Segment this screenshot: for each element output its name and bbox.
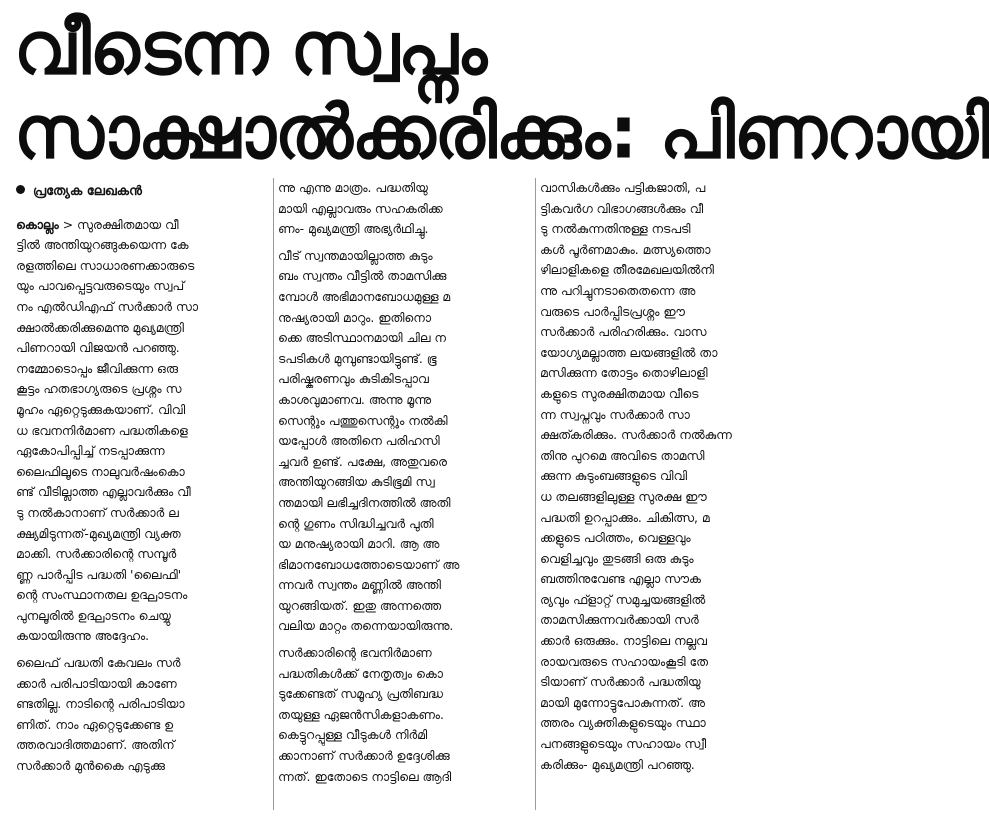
article-line: വെളിച്ചവും തുടങ്ങി ഒരു കുടും <box>540 550 694 566</box>
article-line: ടപടികൾ മുമ്പുണ്ടായിട്ടുണ്ട്. ഭൂ <box>278 350 437 366</box>
article-line: ടു നൽകാനാണ് സർക്കാർ ല <box>16 504 179 520</box>
article-line: ടുക്കേണ്ടത് സമൂഹ്യ പ്രതിബദ്ധ <box>278 686 443 702</box>
article-line: ന്നു പറിച്ചുനടാതെതന്നെ അ <box>540 282 696 298</box>
article-line: പരിഷ്കരണവും കുടികിടപ്പാവ <box>278 371 429 387</box>
article-line: ത്തരവാദിത്തമാണ്. അതിന് <box>16 737 175 753</box>
article-line: താമസിക്കുന്നവർക്കായി സർ <box>540 612 699 628</box>
article-line: സർക്കാരിന്റെ ഭവനിർമാണ <box>278 645 432 661</box>
article-line: ടു നൽകുന്നതിനുള്ള നടപടി <box>540 221 691 237</box>
article-line: സെന്റും പത്തുസെന്റും നൽകി <box>278 412 448 428</box>
article-line: യപ്പോൾ അതിനെ പരിഹസി <box>278 433 440 449</box>
article-line: മാക്കി. സർക്കാരിന്റെ സമ്പൂർ <box>16 546 177 562</box>
article-line: ക്ഷത്കരിക്കും. സർക്കാർ നൽകുന്ന <box>540 427 732 443</box>
article-line: വരുടെ പാർപ്പിടപ്രശ്നം ഈ <box>540 303 685 319</box>
article-line: ത്തരം വ്യക്തികളുടെയും സ്ഥാ <box>540 715 706 731</box>
headline-line-1: വീടെന്ന സ്വപ്നം <box>14 5 487 92</box>
article-line: മായി എല്ലാവരും സഹകരിക്ക <box>278 200 443 216</box>
article-line: ണ്ണ പാർപ്പിട പദ്ധതി 'ലൈഫി' <box>16 566 182 582</box>
article-line: പുനലൂരിൽ ഉദ്ഘാടനം ചെയ്യു <box>16 607 171 623</box>
article-line: ക്കാർ ഒരുക്കും. നാട്ടിലെ നല്ലവ <box>540 633 707 649</box>
article-line: ന്ന സ്വപ്നവും സർക്കാർ സാ <box>540 406 690 422</box>
article-line: യും പാവപ്പെട്ടവരുടെയും സ്വപ് <box>16 278 185 294</box>
article-line: കൊല്ലം > സുരക്ഷിതമായ വീ <box>16 216 179 232</box>
article-line: കെട്ടുറപ്പുള്ള വീടുകൾ നിർമി <box>278 727 428 743</box>
article-line: ഴിലാളികളെ തീരമേഖലയിൽനി <box>540 262 714 278</box>
article-line: പിണറായി വിജയൻ പറഞ്ഞു. <box>16 340 180 356</box>
article-line: മ്പോൾ അഭിമാനബോധമുള്ള മ <box>278 288 451 304</box>
article-line: നം എൽഡിഎഫ് സർക്കാർ സാ <box>16 298 199 314</box>
article-line: ണിത്. നാം ഏറ്റെടുക്കേണ്ട ഉ <box>16 716 174 732</box>
article-line: ധ ഭവനനിർമാണ പദ്ധതികളെ <box>16 422 188 438</box>
article-line: ണം- മുഖ്യമന്ത്രി അഭ്യർഥിച്ചു. <box>278 221 429 237</box>
dateline: കൊല്ലം <box>16 216 59 232</box>
article-line: രായവരുടെ സഹായംകൂടി തേ <box>540 653 709 669</box>
article-line: അന്തിയുറങ്ങിയ കുടിഭൂമി സ്വ <box>278 474 435 490</box>
article-line: ക്ഷാൽക്കരിക്കുമെന്നു മുഖ്യമന്ത്രി <box>16 319 184 335</box>
article-line: ന്റെ ഗുണം സിദ്ധിച്ചവർ പുതി <box>278 515 434 531</box>
headline <box>14 4 989 176</box>
article-line: തയുള്ള ഏജൻസികളാകണം. <box>278 706 444 722</box>
article-line: ര്യവും ഫ്ളാറ്റ് സമുച്ചയങ്ങളിൽ <box>540 591 706 607</box>
article-line: ട്ടികവർഗ വിഭാഗങ്ങൾക്കും വീ <box>540 200 704 216</box>
article-column-1 <box>16 178 268 810</box>
article-line: പനങ്ങളുടെയും സഹായം സ്വീ <box>540 736 707 752</box>
article-line: ന്നത്. ഇതോടെ നാട്ടിലെ ആദി <box>278 768 452 784</box>
article-line: കൾ പൂർണമാകും. മത്സ്യത്തൊ <box>540 241 711 257</box>
article-column-3 <box>540 178 788 810</box>
headline-line-2: സാക്ഷാൽക്കരിക്കും: പിണറായി <box>14 89 989 176</box>
article-line: കളുടെ സുരക്ഷിതമായ വീടെ <box>540 385 699 401</box>
article-line: ധ തലങ്ങളിലുള്ള സുരക്ഷ ഈ <box>540 488 707 504</box>
article-line: ടിയാണ് സർക്കാർ പദ്ധതിയു <box>540 674 701 690</box>
article-line: വീട് സ്വന്തമായില്ലാത്ത കുടും <box>278 247 433 263</box>
article-line: ണ്ടതില്ല. നാടിന്റെ പരിപാടിയാ <box>16 696 185 712</box>
article-line: ന്റെ സംസ്ഥാനതല ഉദ്ഘാടനം <box>16 587 188 603</box>
article-line: തിനു പുറമെ അവിടെ താമസി <box>540 447 705 463</box>
article-line: ന്നവർ സ്വന്തം മണ്ണിൽ അന്തി <box>278 577 441 593</box>
article-line: മായി മുന്നോട്ടുപോകുന്നത്. അ <box>540 694 705 710</box>
article-line: യ മനുഷ്യരായി മാറി. ആ അ <box>278 536 440 552</box>
article-line: കൂട്ടം ഹതഭാഗ്യരുടെ പ്രശ്നം സ <box>16 381 182 397</box>
article-line: കയായിരുന്നു അദ്ദേഹം. <box>16 628 150 644</box>
article-line: ക്കാർ പരിപാടിയായി കാണേ <box>16 675 177 691</box>
article-line: ണ്ട് വീടില്ലാത്ത എല്ലാവർക്കും വീ <box>16 484 191 500</box>
column-divider <box>273 178 274 810</box>
article-line: കാശവുമാണവ. അന്നു മൂന്നു <box>278 391 432 407</box>
article-line: രളത്തിലെ സാധാരണക്കാരുടെ <box>16 257 195 273</box>
article-line: ന്തമായി ലഭിച്ചദിനത്തിൽ അതി <box>278 494 451 510</box>
article-line: സർക്കാർ മുൻകൈ എടുക്കു <box>16 758 165 774</box>
article-line: വാസികൾക്കും പട്ടികജാതി, പ <box>540 180 706 195</box>
byline-text: പ്രത്യേക ലേഖകൻ <box>33 184 142 199</box>
bullet-icon <box>16 185 25 194</box>
article-line: ക്കാനാണ് സർക്കാർ ഉദ്ദേശിക്കു <box>278 748 450 764</box>
article-line: ക്ഷ്യമിടുന്നത്-മുഖ്യമന്ത്രി വ്യക്ത <box>16 525 181 541</box>
byline <box>16 182 268 203</box>
article-line: ഭിമാനബോധത്തോടെയാണ് അ <box>278 556 460 572</box>
article-line: ക്കളുടെ പഠിത്തം, വെള്ളവും <box>540 530 691 546</box>
article-line: ബം സ്വന്തം വീട്ടിൽ താമസിക്കു <box>278 268 447 284</box>
article-column-2 <box>278 178 530 810</box>
column-divider <box>535 178 536 810</box>
article-line: നമ്മോടൊപ്പം ജീവിക്കുന്ന ഒരു <box>16 360 178 376</box>
article-line: യുറങ്ങിയത്. ഇതു അന്നത്തെ <box>278 597 442 613</box>
article-line: പദ്ധതികൾക്ക് നേതൃത്വം കൊ <box>278 665 443 681</box>
article-line: ക്കുന്ന കുടുംബങ്ങളുടെ വിവി <box>540 468 688 484</box>
article-line: കരിക്കും- മുഖ്യമന്ത്രി പറഞ്ഞു. <box>540 756 695 772</box>
article-line: ന്നു എന്നു മാത്രം. പദ്ധതിയു <box>278 180 428 195</box>
article-body <box>16 178 788 810</box>
article-line: നുഷ്യരായി മാറും. ഇതിനൊ <box>278 309 432 325</box>
article-line: ഏകോപിപ്പിച്ച് നടപ്പാക്കുന്ന <box>16 443 165 459</box>
article-line: മൂഹം ഏറ്റെടുക്കുകയാണ്. വിവി <box>16 401 186 417</box>
article-line: ബത്തിനുവേണ്ട എല്ലാ സൗക <box>540 571 701 587</box>
article-line: മസിക്കുന്ന തോട്ടം തൊഴിലാളി <box>540 365 708 381</box>
article-line: ക്കെ അടിസ്ഥാനമായി ചില ന <box>278 330 446 346</box>
article-line: ച്ചവർ ഉണ്ട്. പക്ഷേ, അതുവരെ <box>278 453 447 469</box>
article-line: വലിയ മാറ്റം തന്നെയായിരുന്നു. <box>278 618 454 634</box>
article-line: ലൈഫിലൂടെ നാലുവർഷംകൊ <box>16 463 185 479</box>
article-line: പദ്ധതി ഉറപ്പാക്കും. ചികിത്സ, മ <box>540 509 710 525</box>
article-line: സർക്കാർ പരിഹരിക്കും. വാസ <box>540 324 707 340</box>
article-line: ട്ടിൽ അന്തിയുറങ്ങുകയെന്ന കേ <box>16 237 189 253</box>
article-line: യോഗ്യമല്ലാത്ത ലയങ്ങളിൽ താ <box>540 344 718 360</box>
article-line: ലൈഫ് പദ്ധതി കേവലം സർ <box>16 655 181 671</box>
